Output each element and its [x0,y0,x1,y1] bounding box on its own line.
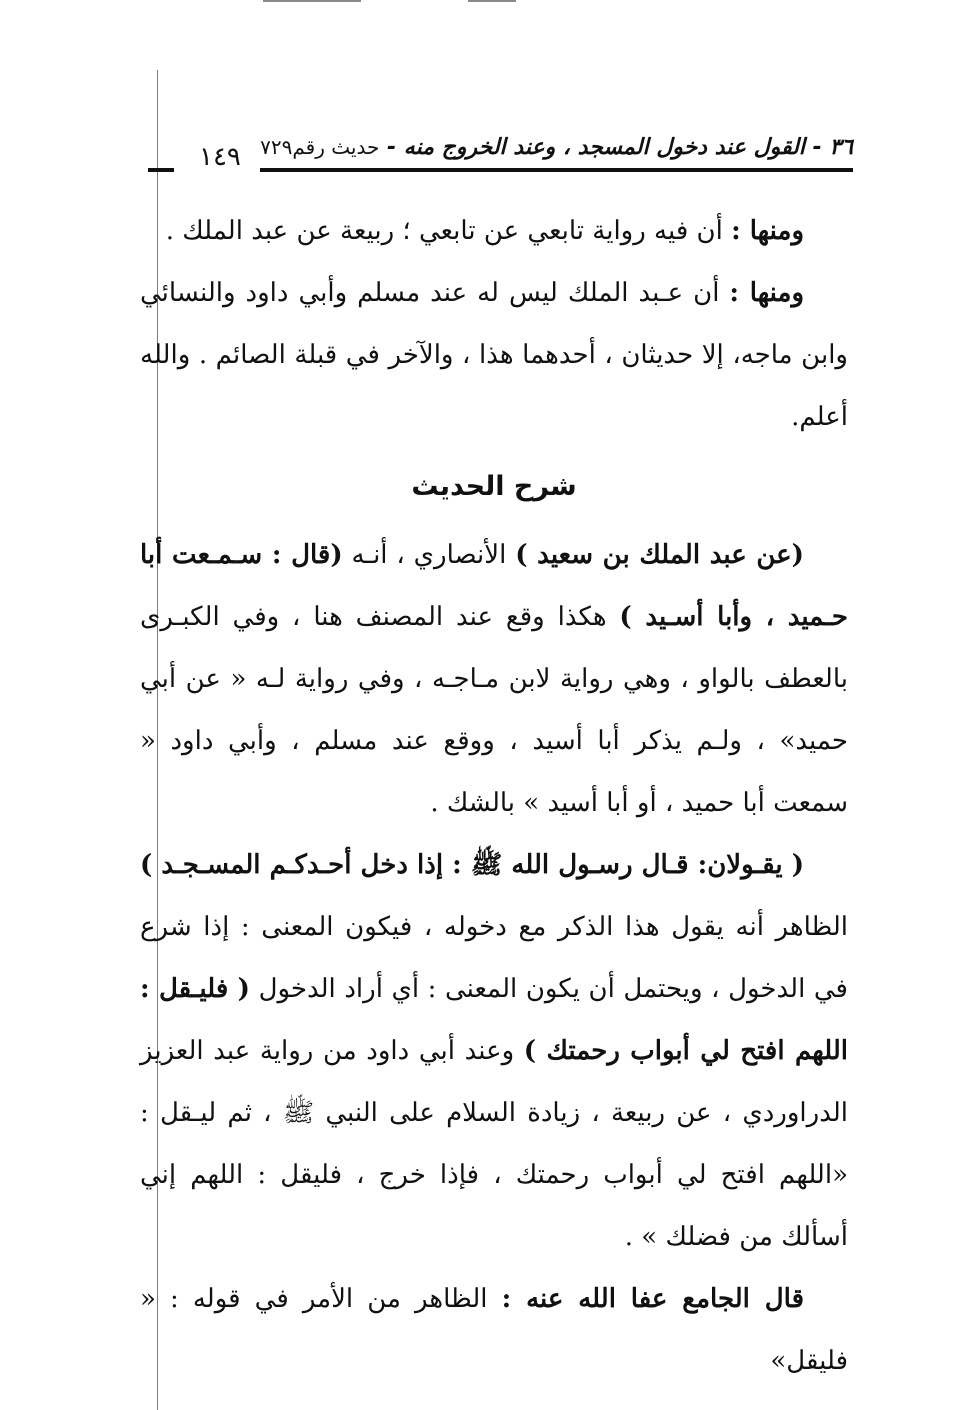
top-rule-right [468,0,516,2]
intro-label: ومنها : [729,278,805,308]
section-title: شرح الحديث [411,471,577,502]
intro-text: أن عـبد الملك ليس له عند مسلم وأبي داود والنسائي وابن ماجه، إلا حديثان ، أحدهما هذا ، والآخر في قبلة الصائم . والله أعلم. [140,278,848,432]
commentary-paragraph-2 [140,834,848,1268]
page-body [140,200,848,1392]
hadith-reference: حديث رقم٧٢٩ [260,135,380,159]
intro-paragraph-1 [140,200,848,262]
explanation-text: الظاهر من الأمر في قوله : « فليقل» [140,1284,848,1376]
explanation-text: هكذا وقع عند المصنف هنا ، وفي الكبـرى بالعطف بالواو ، وهي رواية لابن مـاجـه ، وفي رواية لـه « عن أبي حميد» ، ولـم يذكر أبا أسيد ، ووقع عند مسلم ، وأبي داود « سمعت أبا حميد ، أو أبا أسيد » بالشك . [140,602,848,818]
running-header [145,130,853,182]
chapter-title [260,130,853,165]
quoted-text: (قال : سـمـعت أبا حـميد ، وأبا أسـيد ) [140,540,848,632]
explanation-text: الأنصاري ، أنـه [342,540,516,570]
quoted-text: قال الجامع عفا الله عنه : [501,1284,804,1314]
top-rule-left [263,0,361,2]
intro-paragraph-2 [140,262,848,448]
explanation-text: وعند أبي داود من رواية عبد العزيز الدراوردي ، عن ربيعة ، زيادة السلام على النبي ﷺ ، ثم ليـقل : «اللهم افتح لي أبواب رحمتك ، فإذا خرج ، فليقل : اللهم إني أسألك من فضلك » . [140,1036,848,1252]
page-number-dash [148,168,174,172]
quoted-text: ( فليـقل : اللهم افتح لي أبواب رحمتك ) [140,974,849,1066]
explanation-text: الظاهر أنه يقول هذا الذكر مع دخوله ، فيكون المعنى : إذا شرع في الدخول ، ويحتمل أن يكون المعنى : أي أراد الدخول [140,912,848,1004]
commentary-paragraph-3 [140,1268,848,1392]
intro-label: ومنها : [731,216,804,246]
commentary-paragraph-1 [140,524,848,834]
quoted-text: ( يقـولان: قـال رسـول الله ﷺ : إذا دخل أحـدكـم المسـجـد ) [140,850,804,880]
page-number: ١٤٩ [199,142,241,172]
chapter-title-text: ٣٦ - القول عند دخول المسجد ، وعند الخروج منه - [387,135,853,160]
header-rule [260,168,853,172]
quoted-text: (عن عبد الملك بن سعيد ) [515,540,804,570]
intro-text: أن فيه رواية تابعي عن تابعي ؛ ربيعة عن عبد الملك . [165,216,732,246]
